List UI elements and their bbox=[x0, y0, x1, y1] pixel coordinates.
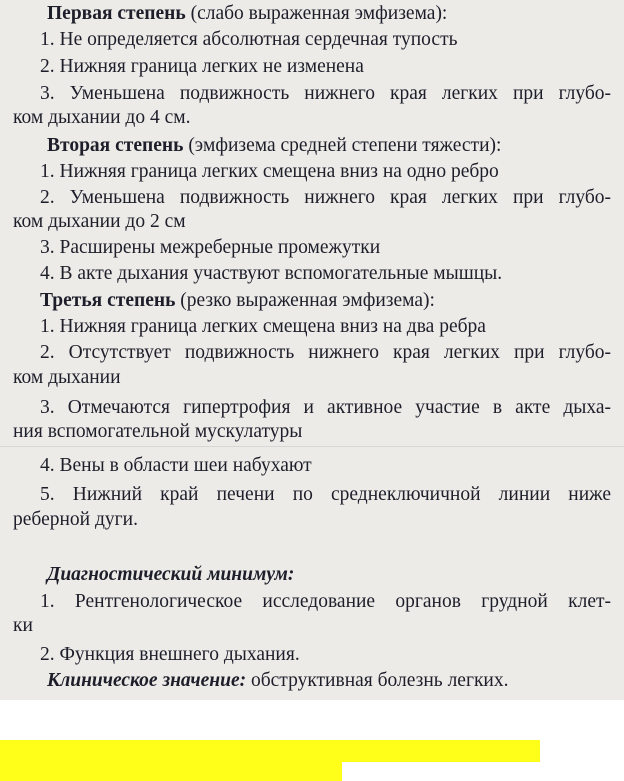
heading-second-degree: Вторая степень (эмфизема средней степени тяжести): bbox=[47, 135, 502, 156]
list-item-continuation: ки bbox=[13, 615, 33, 636]
heading-diagnostic-minimum: Диагностический минимум: bbox=[47, 564, 295, 585]
highlight-bar bbox=[0, 762, 342, 781]
list-item: 1. Не определяется абсолютная сердечная тупость bbox=[40, 29, 458, 50]
list-item-continuation: ком дыхании до 4 см. bbox=[13, 107, 191, 128]
list-item-continuation: ком дыхании bbox=[13, 367, 121, 388]
list-item: 4. В акте дыхания участвуют вспомогательные мышцы. bbox=[40, 263, 503, 284]
list-item-continuation: ком дыхании до 2 см bbox=[13, 211, 186, 232]
heading-first-degree: Первая степень (слабо выраженная эмфизема): bbox=[47, 3, 448, 24]
list-item: 2. Нижняя граница легких не изменена bbox=[40, 56, 364, 77]
list-item: 1. Нижняя граница легких смещена вниз на одно ребро bbox=[40, 161, 499, 182]
list-item: 5. Нижний край печени по среднеключичной линии ниже bbox=[40, 484, 611, 505]
heading-third-degree: Третья степень (резко выраженная эмфизема): bbox=[40, 290, 435, 311]
list-item: 4. Вены в области шеи набухают bbox=[40, 455, 312, 476]
list-item: 2. Функция внешнего дыхания. bbox=[40, 644, 300, 665]
list-item-continuation: ния вспомогательной мускулатуры bbox=[13, 421, 303, 442]
list-item: 3. Уменьшена подвижность нижнего края легких при глубо- bbox=[40, 83, 611, 104]
list-item-continuation: реберной дуги. bbox=[13, 509, 138, 530]
list-item: 2. Отсутствует подвижность нижнего края легких при глубо- bbox=[40, 342, 611, 363]
clinical-significance: Клиническое значение: обструктивная болезнь легких. bbox=[47, 670, 509, 691]
list-item: 1. Нижняя граница легких смещена вниз на два ребра bbox=[40, 316, 486, 337]
list-item: 3. Расширены межреберные промежутки bbox=[40, 237, 381, 258]
highlight-bar bbox=[0, 740, 540, 762]
list-item: 3. Отмечаются гипертрофия и активное участие в акте дыха- bbox=[40, 397, 611, 418]
list-item: 2. Уменьшена подвижность нижнего края легких при глубо- bbox=[40, 187, 611, 208]
page-fold-line bbox=[0, 446, 624, 447]
list-item: 1. Рентгенологическое исследование органов грудной клет- bbox=[40, 591, 611, 612]
